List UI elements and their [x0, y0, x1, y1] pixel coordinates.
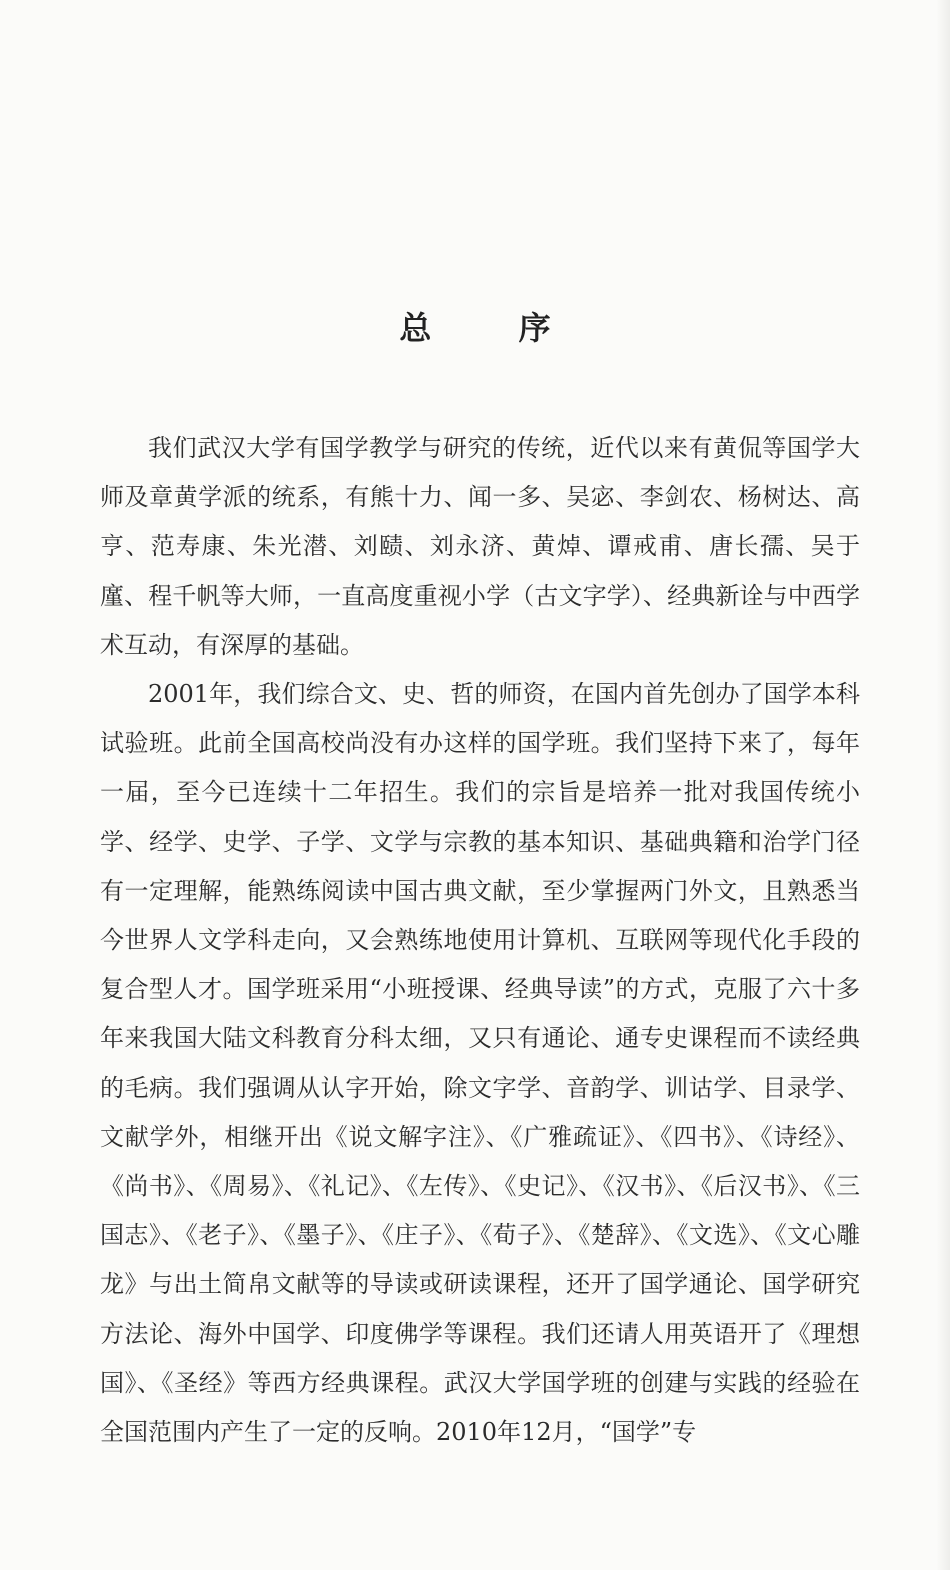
- body-text: [100, 424, 860, 1457]
- paragraph: 2001年，我们综合文、史、哲的师资，在国内首先创办了国学本科试验班。此前全国高校尚没有办这样的国学班。我们坚持下来了，每年一届，至今已连续十二年招生。我们的宗旨是培养一批对我国传统小学、经学、史学、子学、文学与宗教的基本知识、基础典籍和治学门径有一定理解，能熟练阅读中国古典文献，至少掌握两门外文，且熟悉当今世界人文学科走向，又会熟练地使用计算机、互联网等现代化手段的复合型人才。国学班采用“小班授课、经典导读”的方式，克服了六十多年来我国大陆文科教育分科太细，又只有通论、通专史课程而不读经典的毛病。我们强调从认字开始，除文字学、音韵学、训诂学、目录学、文献学外，相继开出《说文解字注》、《广雅疏证》、《四书》、《诗经》、《尚书》、《周易》、《礼记》、《左传》、《史记》、《汉书》、《后汉书》、《三国志》、《老子》、《墨子》、《庄子》、《荀子》、《楚辞》、《文选》、《文心雕龙》与出土简帛文献等的导读或研读课程，还开了国学通论、国学研究方法论、海外中国学、印度佛学等课程。我们还请人用英语开了《理想国》、《圣经》等西方经典课程。武汉大学国学班的创建与实践的经验在全国范围内产生了一定的反响。2010年12月，“国学”专: [100, 680, 860, 1447]
- page-edge-shadow: [936, 0, 950, 1570]
- paragraph: 我们武汉大学有国学教学与研究的传统，近代以来有黄侃等国学大师及章黄学派的统系，有熊十力、闻一多、吴宓、李剑农、杨树达、高亨、范寿康、朱光潜、刘赜、刘永济、黄焯、谭戒甫、唐长孺、吴于廑、程千帆等大师，一直高度重视小学（古文字学）、经典新诠与中西学术互动，有深厚的基础。: [100, 434, 860, 659]
- page-title: 总 序: [399, 309, 589, 348]
